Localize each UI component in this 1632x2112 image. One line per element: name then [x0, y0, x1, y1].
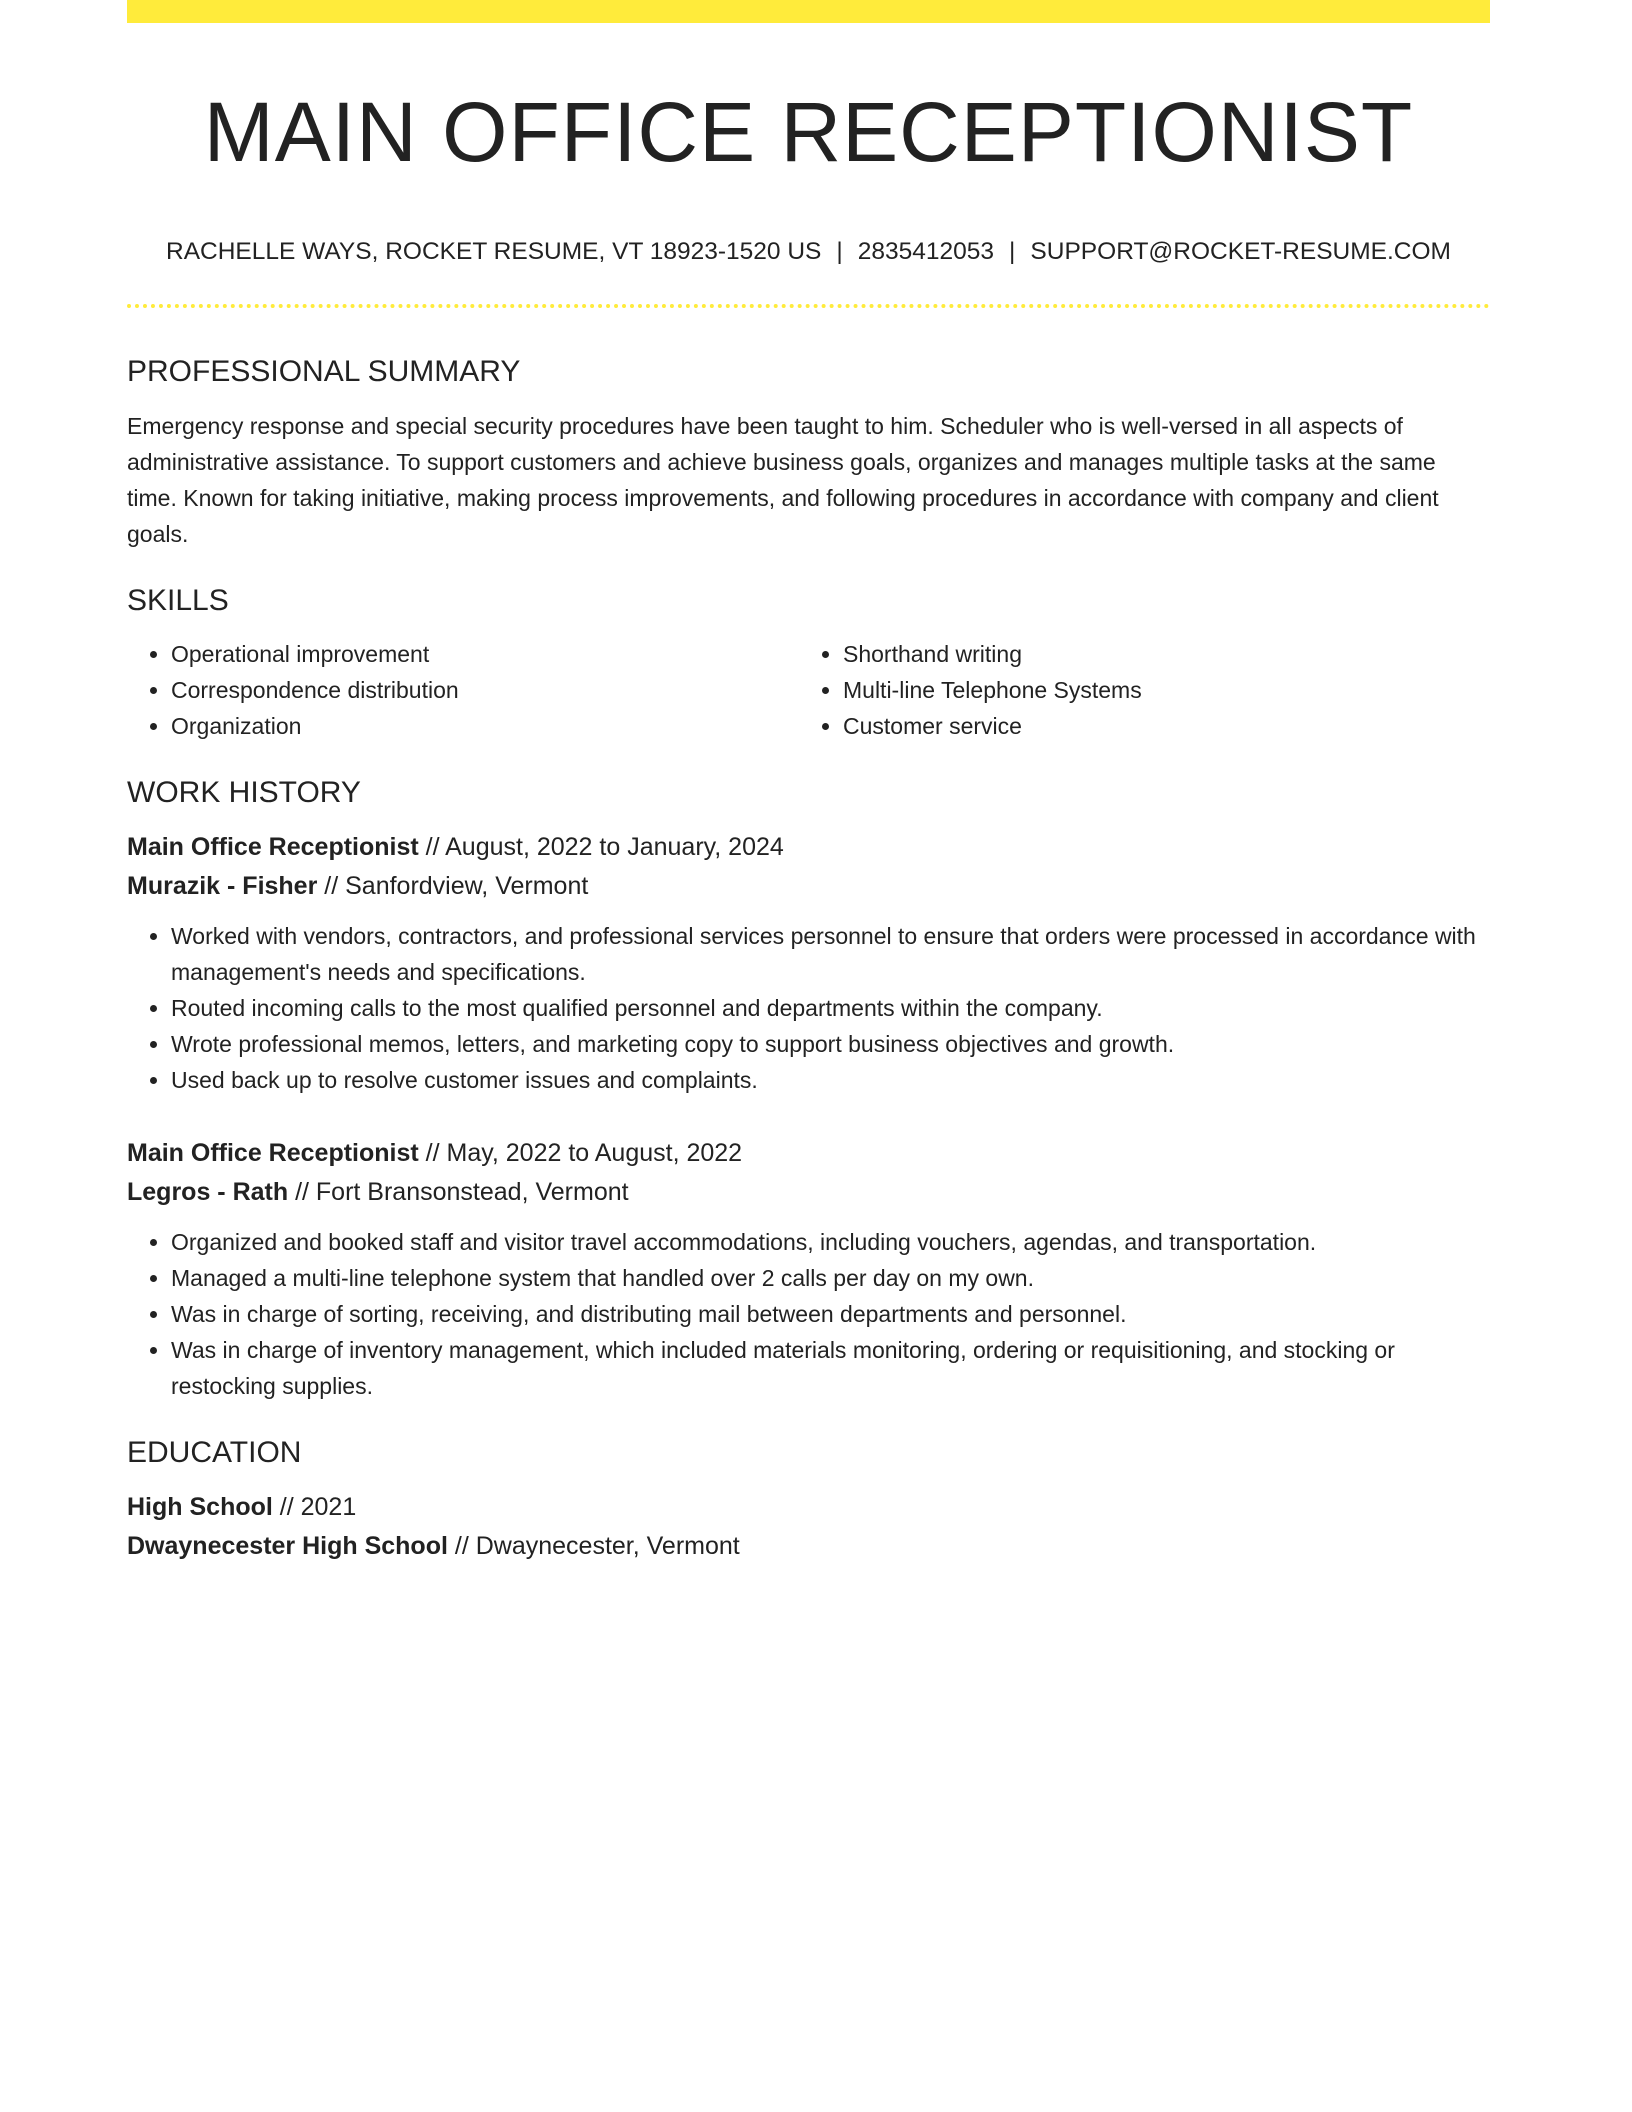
- job-role: Main Office Receptionist: [127, 1139, 419, 1167]
- job-bullet: • Wrote professional memos, letters, and marketing copy to support business objectives and growth.: [171, 1026, 1490, 1062]
- education-section: [127, 1431, 1490, 1566]
- skill-item: • Operational improvement: [171, 636, 799, 672]
- job-company: Legros - Rath: [127, 1178, 289, 1206]
- work-history-section: [127, 771, 1490, 1404]
- work-history-heading: WORK HISTORY: [127, 776, 361, 809]
- contact-line: [127, 236, 1490, 268]
- job-bullet: • Routed incoming calls to the most qualified personnel and departments within the company.: [171, 990, 1490, 1026]
- accent-bar: [127, 0, 1490, 23]
- resume-name: MAIN OFFICE RECEPTIONIST: [203, 85, 1414, 179]
- job-entry: [127, 828, 1490, 1098]
- job-location: // Fort Bransonstead, Vermont: [288, 1178, 629, 1206]
- summary-text: Emergency response and special security procedures have been taught to him. Scheduler who is well-versed in all aspects of administrative assistance. To support customers and achieve business goals, organizes and manages multiple tasks at the same time. Known for taking initiative, making process improvements, and following procedures in accordance with company and client goals.: [127, 413, 1439, 547]
- job-bullet: • Used back up to resolve customer issues and complaints.: [171, 1062, 1490, 1098]
- contact-email: SUPPORT@ROCKET-RESUME.COM: [1030, 238, 1451, 265]
- skill-item: • Multi-line Telephone Systems: [843, 672, 1471, 708]
- contact-separator: |: [1009, 238, 1016, 265]
- job-bullet: • Was in charge of sorting, receiving, and distributing mail between departments and personnel.: [171, 1296, 1490, 1332]
- job-role: Main Office Receptionist: [127, 833, 419, 861]
- skill-item: • Organization: [171, 708, 799, 744]
- job-company-line: [127, 1173, 1490, 1212]
- job-title-line: [127, 828, 1490, 867]
- header-divider: [127, 304, 1490, 308]
- education-entry: [127, 1488, 1490, 1566]
- skill-item: • Customer service: [843, 708, 1471, 744]
- contact-address: RACHELLE WAYS, ROCKET RESUME, VT 18923-1520 US: [166, 238, 822, 265]
- job-company-line: [127, 867, 1490, 906]
- education-location: // Dwaynecester, Vermont: [447, 1532, 740, 1560]
- job-bullets: [127, 918, 1490, 1098]
- skills-section: [127, 579, 1490, 744]
- job-title-line: [127, 1134, 1490, 1173]
- job-location: // Sanfordview, Vermont: [317, 872, 589, 900]
- job-bullet: • Worked with vendors, contractors, and professional services personnel to ensure that orders were processed in accordance with management's needs and specifications.: [171, 918, 1490, 990]
- job-company: Murazik - Fisher: [127, 872, 318, 900]
- job-entry: [127, 1134, 1490, 1404]
- job-bullet: • Organized and booked staff and visitor travel accommodations, including vouchers, agendas, and transportation.: [171, 1224, 1490, 1260]
- job-dates: // May, 2022 to August, 2022: [418, 1139, 743, 1167]
- job-bullets: [127, 1224, 1490, 1404]
- skill-item: • Correspondence distribution: [171, 672, 799, 708]
- education-school: Dwaynecester High School: [127, 1532, 448, 1560]
- education-school-line: [127, 1527, 1490, 1566]
- education-year: // 2021: [272, 1493, 357, 1521]
- education-heading: EDUCATION: [127, 1436, 302, 1469]
- skills-grid: [127, 636, 1490, 744]
- skill-item: • Shorthand writing: [843, 636, 1471, 672]
- summary-section: [127, 350, 1490, 552]
- skills-list-left: [127, 636, 799, 744]
- education-degree-line: [127, 1488, 1490, 1527]
- contact-phone: 2835412053: [857, 238, 995, 265]
- education-degree: High School: [127, 1493, 273, 1521]
- skills-list-right: [799, 636, 1471, 744]
- contact-separator: |: [836, 238, 843, 265]
- job-bullet: • Managed a multi-line telephone system that handled over 2 calls per day on my own.: [171, 1260, 1490, 1296]
- summary-heading: PROFESSIONAL SUMMARY: [127, 355, 521, 388]
- job-dates: // August, 2022 to January, 2024: [418, 833, 784, 861]
- job-bullet: • Was in charge of inventory management, which included materials monitoring, ordering or requisitioning, and stocking or restocking supplies.: [171, 1332, 1490, 1404]
- skills-heading: SKILLS: [127, 584, 229, 617]
- resume-body: [127, 350, 1490, 1566]
